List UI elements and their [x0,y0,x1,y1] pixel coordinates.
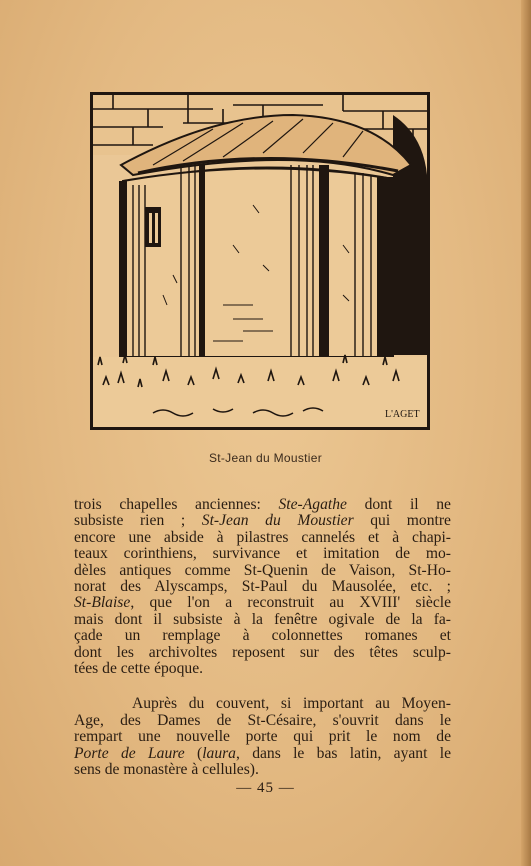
text-line: sens de monastère à cellules). [74,761,259,779]
text-line: Porte de Laure (laura, dans le bas latin, ayant le [74,744,452,762]
text-line: trois chapelles anciennes: Ste-Agathe dont il ne [74,496,451,513]
text-line: norat des Alyscamps, St-Paul du Mausolée, etc. ; [74,578,451,596]
text-line: Auprès du couvent, si important au Moyen- [132,695,451,713]
page-edge [521,0,531,866]
text-line: Age, des Dames de St-Césaire, s'ouvrit dans le [74,711,451,729]
paragraph-1 [74,497,451,677]
page-number: — 45 — [236,780,295,796]
body-text [74,497,451,779]
text-line: subsiste rien ; St-Jean du Moustier qui montre [74,512,451,530]
text-line: dont les archivoltes reposent sur des têtes sculp- [74,643,451,661]
illustration-caption: St-Jean du Moustier [208,451,323,465]
text-line: teaux corinthiens, survivance et imitation de mo- [74,545,451,563]
artist-signature: L'AGET [385,409,420,420]
text-line: dèles antiques comme St-Quenin de Vaison, St-Ho- [74,561,451,579]
paragraph-2 [74,696,451,778]
text-line: mais dont il subsiste à la fenêtre ogivale de la fa- [74,610,451,628]
text-line: tées de cette époque. [74,660,204,678]
text-line: çade un remplage à colonnettes romanes et [74,627,451,645]
chapel-illustration [90,92,430,430]
text-line: St-Blaise, que l'on a reconstruit au XVIII' siècle [74,594,451,612]
text-line: encore une abside à pilastres cannelés et à chapi- [74,528,451,546]
text-line: rempart une nouvelle porte qui prit le nom de [74,728,451,746]
